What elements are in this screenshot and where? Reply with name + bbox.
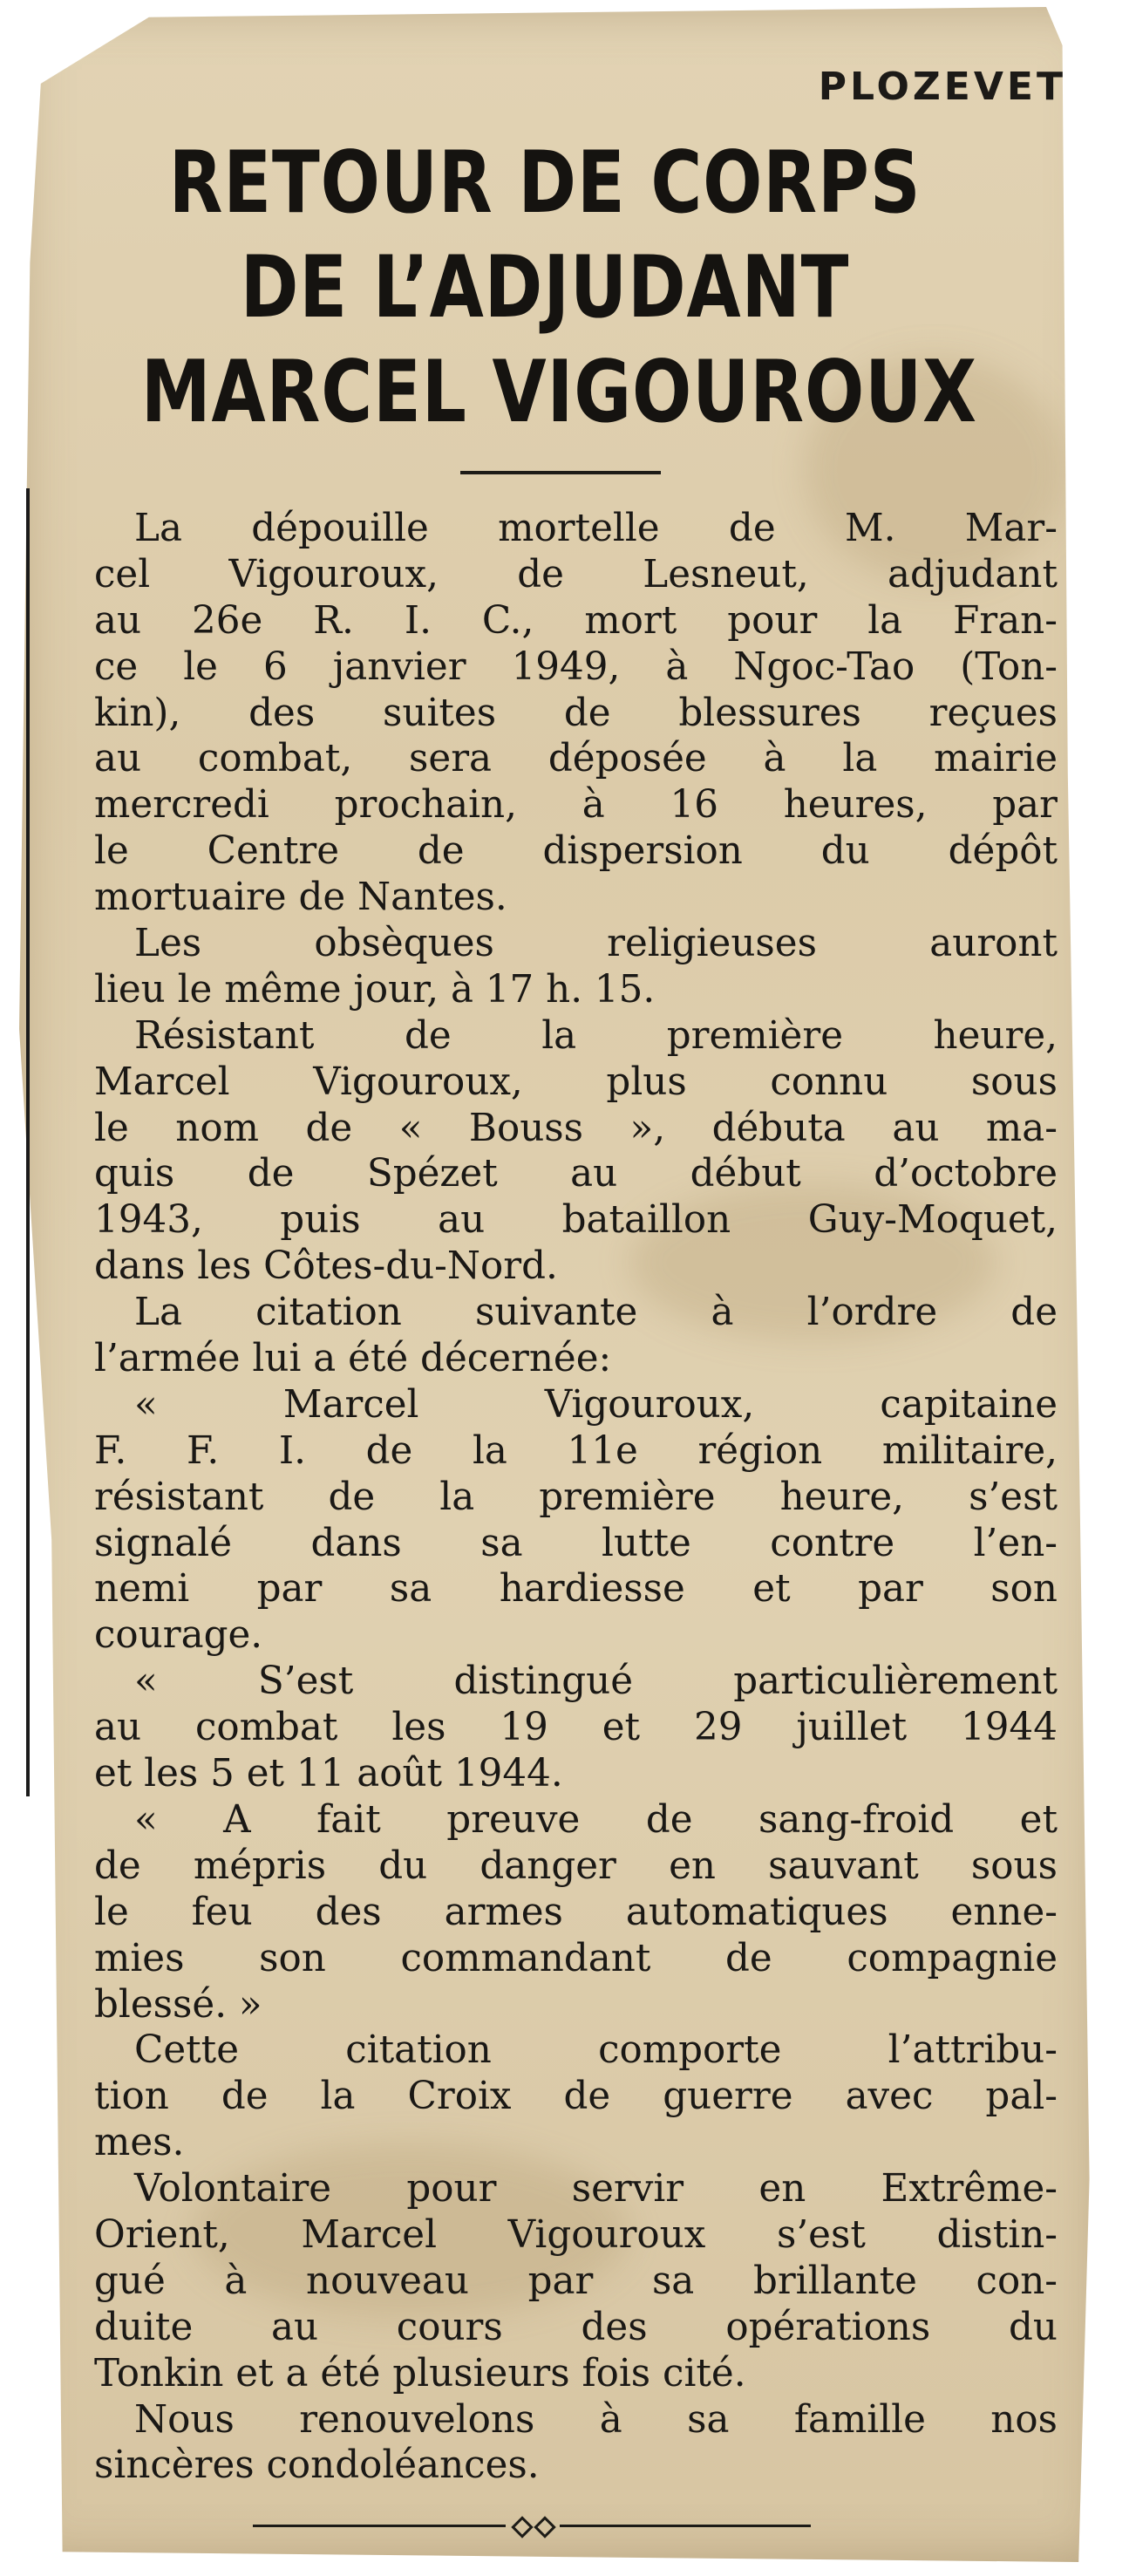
column-rule <box>26 488 30 1796</box>
body-line: « A fait preuve de sang-froid et <box>134 1797 1058 1842</box>
end-ornament <box>253 2517 811 2534</box>
body-line: courage. <box>94 1613 263 1658</box>
body-line: Orient, Marcel Vigouroux s’est distin- <box>94 2212 1058 2257</box>
body-line: sincères condoléances. <box>94 2443 540 2488</box>
body-line: kin), des suites de blessures reçues <box>94 691 1058 735</box>
body-line: au combat, sera déposée à la mairie <box>94 737 1058 781</box>
body-line: nemi par sa hardiesse et par son <box>94 1567 1058 1612</box>
body-line: Cette citation comporte l’attribu- <box>134 2028 1058 2073</box>
body-line: duite au cours des opérations du <box>94 2305 1058 2349</box>
article-body <box>94 506 1058 2489</box>
body-line: le Centre de dispersion du dépôt <box>94 829 1058 874</box>
body-line: Marcel Vigouroux, plus connu sous <box>94 1060 1058 1104</box>
body-line: ce le 6 janvier 1949, à Ngoc-Tao (Ton- <box>94 644 1058 689</box>
body-line: dans les Côtes-du-Nord. <box>94 1244 558 1289</box>
body-line: blessé. » <box>94 1982 262 2027</box>
headline-line-1: RETOUR DE CORPS <box>168 133 922 233</box>
body-line: mercredi prochain, à 16 heures, par <box>94 783 1058 828</box>
body-line: quis de Spézet au début d’octobre <box>94 1152 1058 1196</box>
headline-line-3: MARCEL VIGOUROUX <box>140 343 977 442</box>
body-line: « S’est distingué particulièrement <box>134 1659 1058 1704</box>
body-line: Volontaire pour servir en Extrême- <box>134 2167 1058 2211</box>
body-line: mes. <box>94 2121 185 2165</box>
body-line: et les 5 et 11 août 1944. <box>94 1752 563 1796</box>
body-line: le nom de « Bouss », débuta au ma- <box>94 1106 1058 1150</box>
body-line: résistant de la première heure, s’est <box>94 1475 1058 1519</box>
body-line: le feu des armes automatiques enne- <box>94 1890 1058 1934</box>
headline <box>140 131 977 445</box>
body-line: Nous renouvelons à sa famille nos <box>134 2397 1058 2442</box>
body-line: lieu le même jour, à 17 h. 15. <box>94 967 656 1012</box>
body-line: 1943, puis au bataillon Guy-Moquet, <box>94 1198 1058 1243</box>
body-line: Les obsèques religieuses auront <box>134 922 1058 966</box>
body-line: Tonkin et a été plusieurs fois cité. <box>94 2351 746 2395</box>
body-line: signalé dans sa lutte contre l’en- <box>94 1521 1058 1565</box>
body-line: mies son commandant de compagnie <box>94 1936 1058 1980</box>
body-line: La citation suivante à l’ordre de <box>134 1291 1058 1335</box>
body-line: cel Vigouroux, de Lesneut, adjudant <box>94 552 1058 596</box>
body-line: La dépouille mortelle de M. Mar- <box>134 507 1058 550</box>
body-line: F. F. I. de la 11e région militaire, <box>94 1428 1058 1473</box>
body-line: mortuaire de Nantes. <box>94 876 507 920</box>
body-line: gué à nouveau par sa brillante con- <box>94 2259 1058 2303</box>
headline-line-2: DE L’ADJUDANT <box>240 238 850 337</box>
body-line: « Marcel Vigouroux, capitaine <box>134 1382 1058 1427</box>
body-line: au 26e R. I. C., mort pour la Fran- <box>94 598 1058 643</box>
body-line: au combat les 19 et 29 juillet 1944 <box>94 1706 1058 1750</box>
body-line: de mépris du danger en sauvant sous <box>94 1843 1058 1888</box>
body-line: Résistant de la première heure, <box>134 1013 1058 1058</box>
town-heading: PLOZEVET <box>818 65 1066 109</box>
body-line: tion de la Croix de guerre avec pal- <box>94 2075 1058 2119</box>
title-separator-rule <box>460 471 661 474</box>
body-line: l’armée lui a été décernée: <box>94 1337 612 1381</box>
